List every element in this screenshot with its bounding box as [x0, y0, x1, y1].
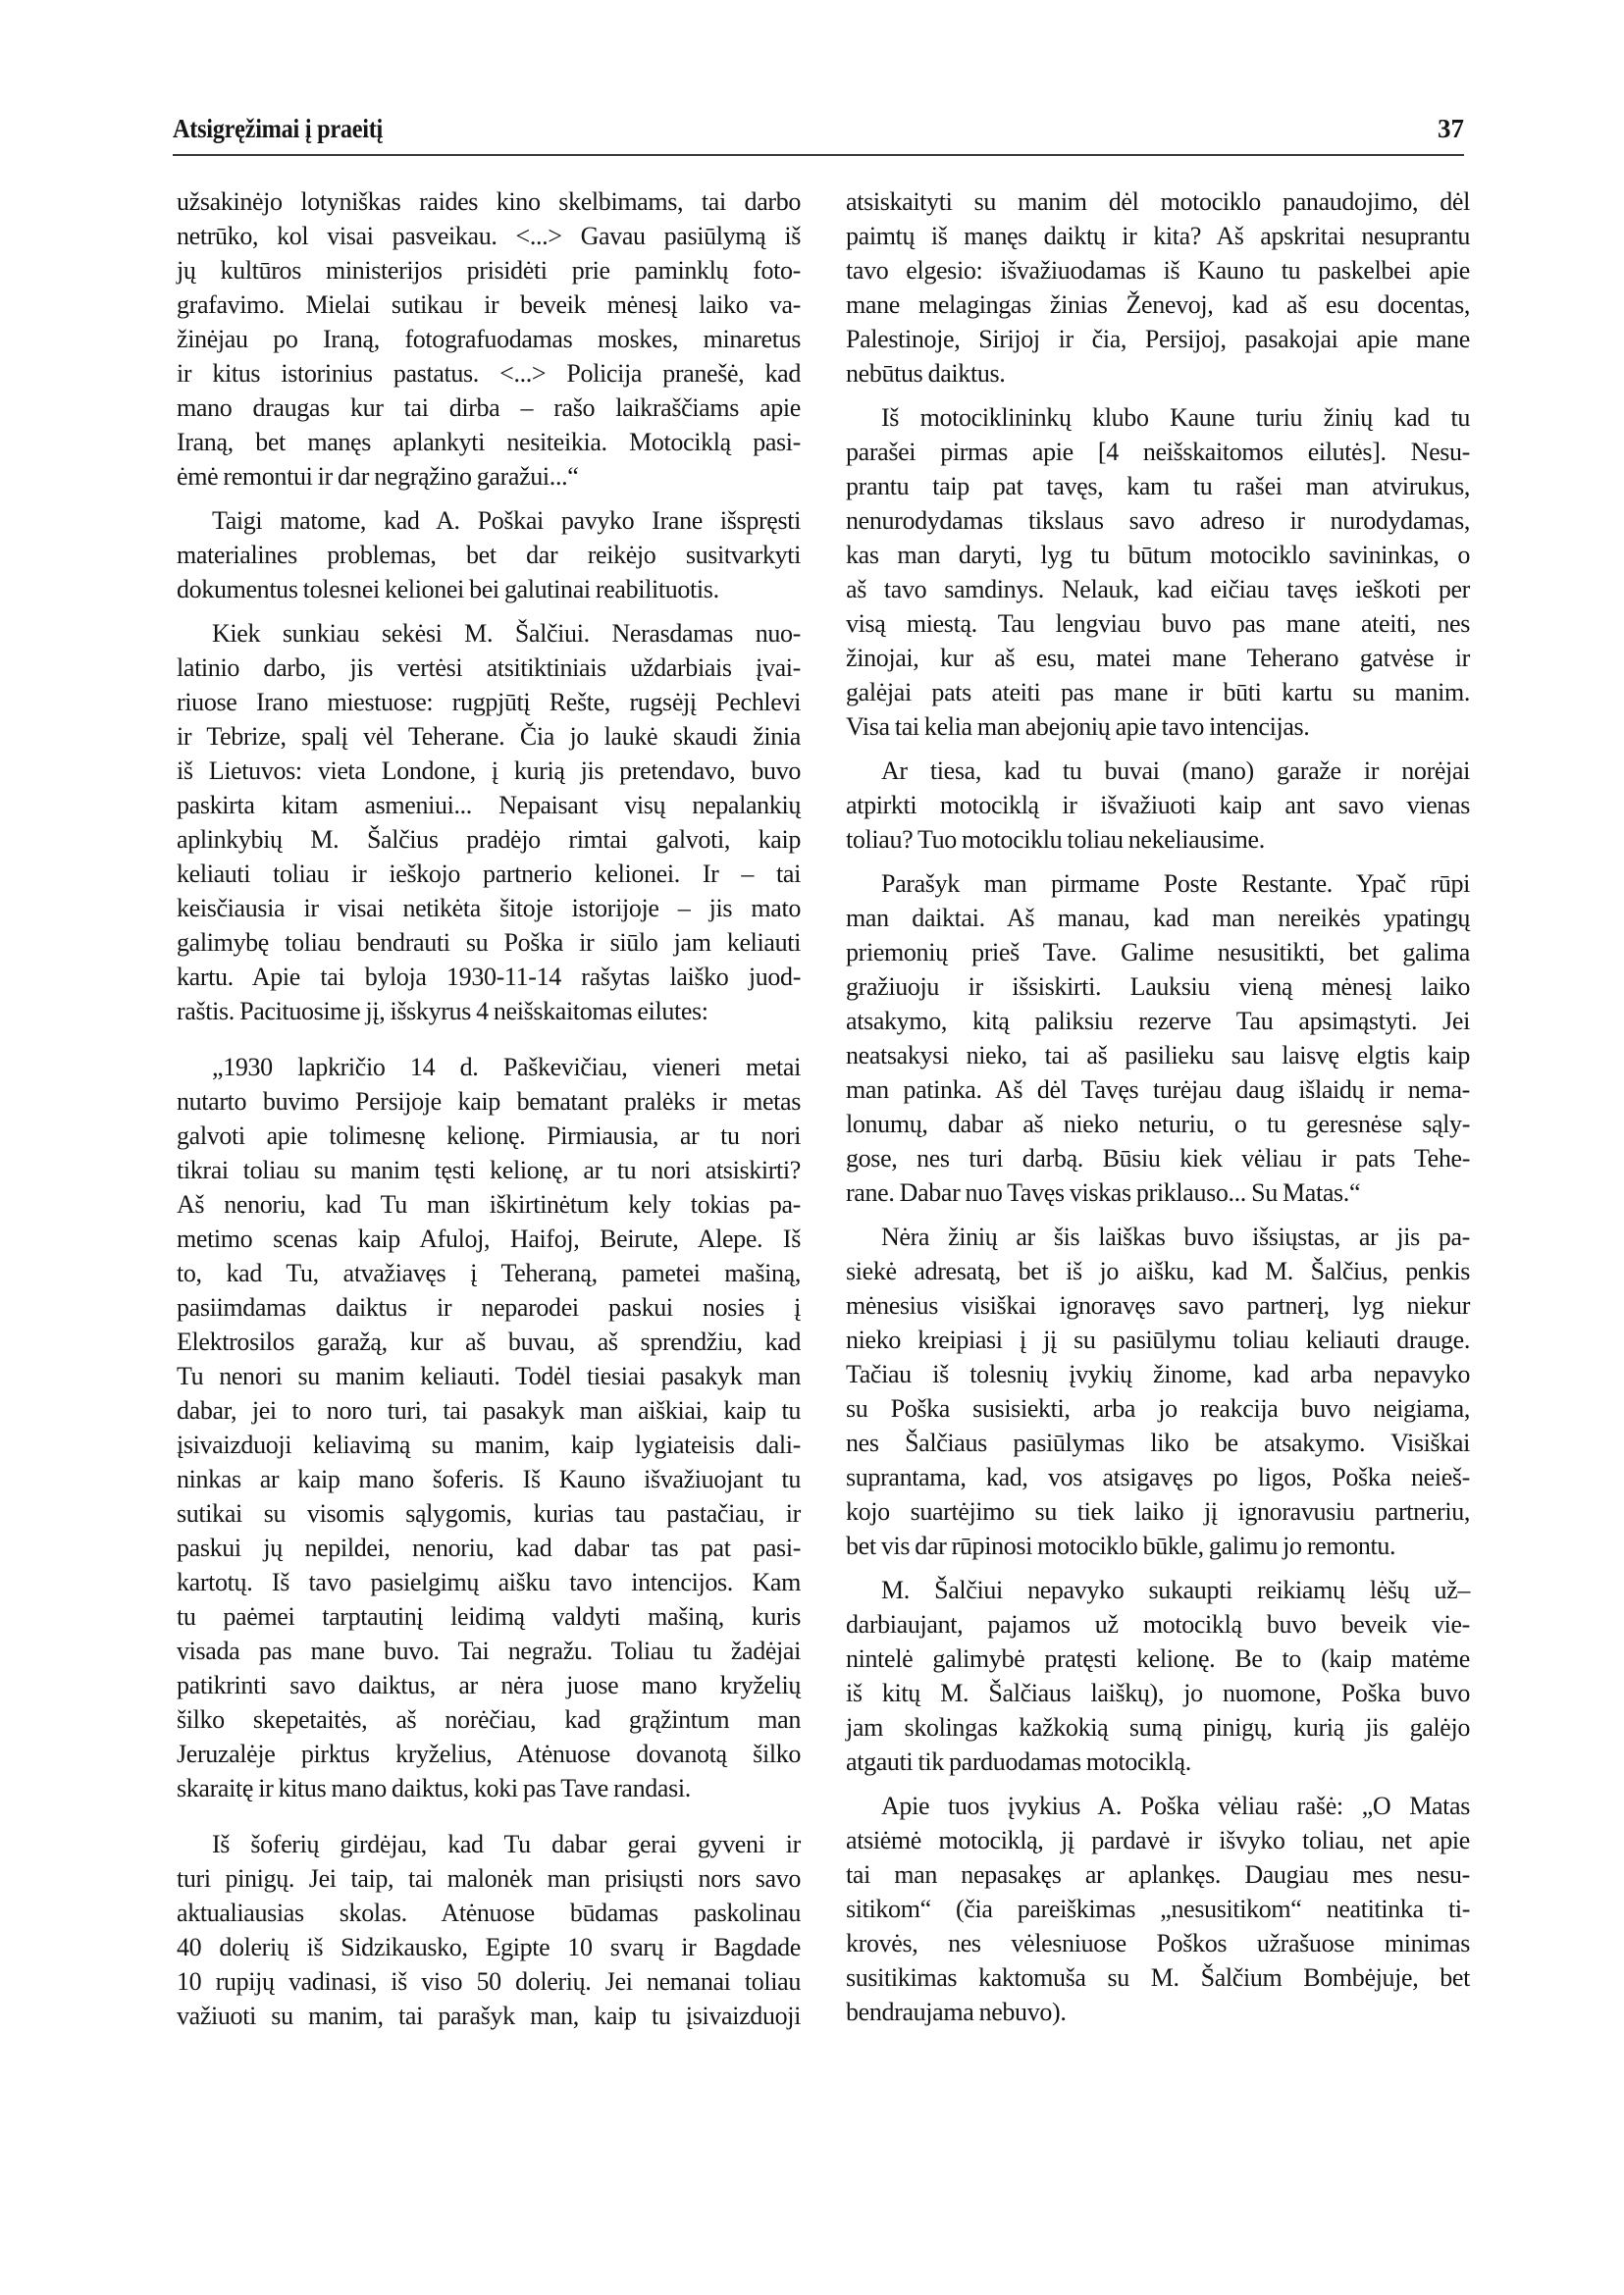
- text-line: man daiktai. Aš manau, kad man nereikės ypatingų: [846, 904, 1470, 932]
- text-line: su Poška susisiekti, arba jo reakcija buvo neigiama,: [846, 1394, 1470, 1423]
- text-line: Tu nenori su manim keliauti. Todėl tiesiai pasakyk man: [177, 1362, 801, 1390]
- text-line: ir kitus istorinius pastatus. <...> Policija pranešė, kad: [177, 359, 801, 388]
- text-line: nebūtus daiktus.: [846, 359, 1006, 388]
- text-line: Apie tuos įvykius A. Poška vėliau rašė: „O Matas: [881, 1792, 1470, 1820]
- text-line: kojo suartėjimo su tiek laiko jį ignoravusiu partneriu,: [846, 1497, 1470, 1526]
- paragraph: [846, 866, 1470, 1210]
- text-line: to, kad Tu, atvažiavęs į Teheraną, pametei mašiną,: [177, 1259, 801, 1287]
- text-line: „1930 lapkričio 14 d. Paškevičiau, vieneri metai: [212, 1053, 801, 1081]
- text-line: ėmė remontui ir dar negrąžino garažui...“: [177, 462, 579, 491]
- text-line: tai man nepasakęs ar aplankęs. Daugiau mes nesu-: [846, 1860, 1470, 1889]
- text-line: jam skolingas kažkokią sumą pinigų, kurią jis galėjo: [846, 1713, 1470, 1742]
- text-line: tu paėmei tarptautinį leidimą valdyti mašiną, kuris: [177, 1602, 801, 1631]
- text-line: sitikom“ (čia pareiškimas „nesusitikom“ neatitinka ti-: [846, 1895, 1470, 1923]
- paragraph: [177, 616, 801, 1028]
- paragraph: [846, 754, 1470, 857]
- text-line: Parašyk man pirmame Poste Restante. Ypač rūpi: [881, 869, 1470, 898]
- text-line: paimtų iš manęs daiktų ir kita? Aš apskritai nesuprantu: [846, 222, 1470, 250]
- text-line: Nėra žinių ar šis laiškas buvo išsiųstas, ar jis pa-: [881, 1223, 1470, 1251]
- text-line: suprantama, kad, vos atsigavęs po ligos, Poška neieš-: [846, 1463, 1470, 1491]
- text-line: Elektrosilos garažą, kur aš buvau, aš sprendžiu, kad: [177, 1328, 801, 1356]
- text-line: rane. Dabar nuo Tavęs viskas priklauso... Su Matas.“: [846, 1178, 1361, 1207]
- text-line: netrūko, kol visai pasveikau. <...> Gavau pasiūlymą iš: [177, 222, 801, 250]
- text-line: paskui jų nepildei, nenoriu, kad dabar tas pat pasi-: [177, 1534, 801, 1562]
- paragraph-spacer: [846, 857, 1470, 866]
- running-header: [173, 114, 1464, 153]
- text-line: atgauti tik parduodamas motociklą.: [846, 1747, 1191, 1776]
- text-line: galvoti apie tolimesnę kelionę. Pirmiausia, ar tu nori: [177, 1121, 801, 1150]
- text-line: skaraitę ir kitus mano daiktus, koki pas Tave randasi.: [177, 1774, 691, 1802]
- text-line: ir Tebrize, spalį vėl Teherane. Čia jo laukė skaudi žinia: [177, 722, 801, 751]
- text-line: kartu. Apie tai byloja 1930-11-14 rašytas laiško juod-: [177, 963, 801, 991]
- text-line: aktualiausias skolas. Atėnuose būdamas paskolinau: [177, 1899, 801, 1927]
- paragraph-spacer: [177, 606, 801, 616]
- paragraph-spacer: [177, 1028, 801, 1050]
- paragraph-spacer: [177, 494, 801, 503]
- text-line: nenurodydamas tikslaus savo adreso ir nurodydamas,: [846, 506, 1470, 535]
- paragraph: [177, 1827, 801, 2033]
- text-line: toliau? Tuo motociklu toliau nekeliausime.: [846, 825, 1265, 854]
- text-line: Iš šoferių girdėjau, kad Tu dabar gerai gyveni ir: [212, 1830, 801, 1858]
- text-line: mane melagingas žinias Ženevoj, kad aš esu docentas,: [846, 290, 1470, 319]
- paragraph: [846, 1220, 1470, 1563]
- text-line: žinėjau po Iraną, fotografuodamas moskes, minaretus: [177, 325, 801, 353]
- paragraph-spacer: [846, 744, 1470, 754]
- text-line: man patinka. Aš dėl Tavęs turėjau daug išlaidų ir nema-: [846, 1075, 1470, 1104]
- text-line: dabar, jei to noro turi, tai pasakyk man aiškiai, kaip tu: [177, 1396, 801, 1425]
- text-line: parašei pirmas apie [4 neišskaitomos eilutės]. Nesu-: [846, 438, 1470, 466]
- text-line: įsivaizduoji keliavimą su manim, kaip lygiateisis dali-: [177, 1431, 801, 1459]
- text-line: susitikimas kaktomuša su M. Šalčium Bombėjuje, bet: [846, 1963, 1470, 1992]
- text-line: latinio darbo, jis vertėsi atsitiktiniais uždarbiais įvai-: [177, 653, 801, 682]
- text-line: patikrinti savo daiktus, ar nėra juose mano kryželių: [177, 1671, 801, 1699]
- text-line: mėnesius visiškai ignoravęs savo partnerį, lyg niekur: [846, 1291, 1470, 1320]
- paragraph: [846, 184, 1470, 391]
- text-line: gražiuoju ir išsiskirti. Lauksiu vieną mėnesį laiko: [846, 972, 1470, 1001]
- text-line: visada pas mane buvo. Tai negražu. Toliau tu žadėjai: [177, 1637, 801, 1665]
- text-line: grafavimo. Mielai sutikau ir beveik mėnesį laiko va-: [177, 290, 801, 319]
- text-line: važiuoti su manim, tai parašyk man, kaip tu įsivaizduoji: [177, 2002, 801, 2030]
- right-column: [846, 184, 1470, 2029]
- paragraph: [177, 1050, 801, 1805]
- text-line: 40 dolerių iš Sidzikausko, Egipte 10 svarų ir Bagdade: [177, 1933, 801, 1961]
- text-line: jų kultūros ministerijos prisidėti prie paminklų foto-: [177, 256, 801, 285]
- text-line: nutarto buvimo Persijoje kaip bematant pralėks ir metas: [177, 1087, 801, 1116]
- paragraph-spacer: [846, 1779, 1470, 1789]
- text-line: raštis. Pacituosime jį, išskyrus 4 neišskaitomas eilutes:: [177, 997, 708, 1025]
- text-line: Tačiau iš tolesnių įvykių žinome, kad arba nepavyko: [846, 1360, 1470, 1388]
- text-line: Taigi matome, kad A. Poškai pavyko Irane išspręsti: [212, 506, 801, 535]
- paragraph-spacer: [846, 1563, 1470, 1573]
- header-divider: [173, 154, 1464, 156]
- text-line: paskirta kitam asmeniui... Nepaisant visų nepalankių: [177, 791, 801, 819]
- paragraph: [177, 184, 801, 494]
- paragraph: [177, 503, 801, 606]
- text-line: šilko skepetaitės, aš norėčiau, kad grąžintum man: [177, 1705, 801, 1734]
- text-line: turi pinigų. Jei taip, tai malonėk man prisiųsti nors savo: [177, 1864, 801, 1893]
- text-line: kas man daryti, lyg tu būtum motociklo savininkas, o: [846, 541, 1470, 569]
- text-line: Aš nenoriu, kad Tu man iškirtinėtum kely tokias pa-: [177, 1190, 801, 1219]
- text-line: mano draugas kur tai dirba – rašo laikraščiams apie: [177, 393, 801, 422]
- text-line: Iraną, bet manęs aplankyti nesiteikia. Motociklą pasi-: [177, 428, 801, 456]
- text-line: nieko kreipiasi į jį su pasiūlymu toliau keliauti drauge.: [846, 1326, 1470, 1354]
- text-line: M. Šalčiui nepavyko sukaupti reikiamų lėšų už–: [881, 1576, 1470, 1604]
- text-line: iš kitų M. Šalčiaus laiškų), jo nuomone, Poška buvo: [846, 1679, 1470, 1707]
- text-line: sutikai su visomis sąlygomis, kurias tau pastačiau, ir: [177, 1499, 801, 1528]
- left-column: [177, 184, 801, 2033]
- paragraph: [846, 1789, 1470, 2029]
- text-line: atsiskaityti su manim dėl motociklo panaudojimo, dėl: [846, 187, 1470, 216]
- paragraph: [846, 1573, 1470, 1779]
- text-line: krovės, nes vėlesniuose Poškos užrašuose minimas: [846, 1929, 1470, 1957]
- paragraph-spacer: [846, 391, 1470, 400]
- text-line: gose, nes turi darbą. Būsiu kiek vėliau ir pats Tehe-: [846, 1144, 1470, 1173]
- page-number: 37: [1438, 114, 1464, 143]
- text-line: prantu taip pat tavęs, kam tu rašei man atvirukus,: [846, 472, 1470, 500]
- text-line: bendraujama nebuvo).: [846, 1998, 1067, 2026]
- text-line: Ar tiesa, kad tu buvai (mano) garaže ir norėjai: [881, 756, 1470, 785]
- text-line: ninkas ar kaip mano šoferis. Iš Kauno išvažiuojant tu: [177, 1465, 801, 1493]
- paragraph-spacer: [177, 1805, 801, 1827]
- text-line: 10 rupijų vadinasi, iš viso 50 dolerių. Jei nemanai toliau: [177, 1967, 801, 1996]
- text-line: atpirkti motociklą ir išvažiuoti kaip ant savo vienas: [846, 791, 1470, 819]
- text-line: Kiek sunkiau sekėsi M. Šalčiui. Nerasdamas nuo-: [212, 619, 801, 648]
- text-line: Visa tai kelia man abejonių apie tavo intencijas.: [846, 712, 1310, 741]
- text-line: Iš motociklininkų klubo Kaune turiu žinių kad tu: [881, 403, 1470, 432]
- text-line: galėjai pats ateiti pas mane ir būti kartu su manim.: [846, 678, 1470, 706]
- text-line: bet vis dar rūpinosi motociklo būkle, galimu jo remontu.: [846, 1532, 1396, 1560]
- text-line: keisčiausia ir visai netikėta šitoje istorijoje – jis mato: [177, 894, 801, 922]
- text-line: Palestinoje, Sirijoj ir čia, Persijoj, pasakojai apie mane: [846, 325, 1470, 353]
- text-line: riuose Irano miestuose: rugpjūtį Rešte, rugsėjį Pechlevi: [177, 688, 801, 716]
- paragraph-spacer: [846, 1210, 1470, 1220]
- text-line: galimybę toliau bendrauti su Poška ir siūlo jam keliauti: [177, 928, 801, 957]
- text-line: nintelė galimybė pratęsti kelionę. Be to (kaip matėme: [846, 1644, 1470, 1673]
- text-line: tikrai toliau su manim tęsti kelionę, ar tu nori atsiskirti?: [177, 1156, 801, 1184]
- text-line: metimo scenas kaip Afuloj, Haifoj, Beirute, Alepe. Iš: [177, 1225, 801, 1253]
- chapter-title: Atsigręžimai į praeitį: [173, 114, 384, 143]
- text-line: lonumų, dabar aš nieko neturiu, o tu geresnėse sąly-: [846, 1110, 1470, 1138]
- text-line: aš tavo samdinys. Nelauk, kad eičiau tavęs ieškoti per: [846, 575, 1470, 603]
- text-line: aplinkybių M. Šalčius pradėjo rimtai galvoti, kaip: [177, 825, 801, 854]
- text-line: visą miestą. Tau lengviau buvo pas mane ateiti, nes: [846, 609, 1470, 638]
- text-line: Jeruzalėje pirktus kryželius, Atėnuose dovanotą šilko: [177, 1740, 801, 1768]
- text-line: neatsakysi nieko, tai aš pasilieku sau laisvę elgtis kaip: [846, 1041, 1470, 1069]
- text-line: keliauti toliau ir ieškojo partnerio kelionei. Ir – tai: [177, 860, 801, 888]
- text-line: kartotų. Iš tavo pasielgimų aišku tavo intencijos. Kam: [177, 1568, 801, 1596]
- text-line: materialines problemas, bet dar reikėjo susitvarkyti: [177, 541, 801, 569]
- text-line: iš Lietuvos: vieta Londone, į kurią jis pretendavo, buvo: [177, 756, 801, 785]
- text-line: pasiimdamas daiktus ir neparodei paskui nosies į: [177, 1293, 801, 1322]
- text-line: atsakymo, kitą paliksiu rezerve Tau apsimąstyti. Jei: [846, 1007, 1470, 1035]
- text-line: atsiėmė motociklą, jį pardavė ir išvyko toliau, net apie: [846, 1826, 1470, 1854]
- text-line: siekė adresatą, bet iš jo aišku, kad M. Šalčius, penkis: [846, 1257, 1470, 1285]
- text-line: priemonių prieš Tave. Galime nesusitikti, bet galima: [846, 938, 1470, 966]
- text-line: žinojai, kur aš esu, matei mane Teherano gatvėse ir: [846, 644, 1470, 672]
- text-line: darbiaujant, pajamos už motociklą buvo beveik vie-: [846, 1610, 1470, 1639]
- text-line: nes Šalčiaus pasiūlymas liko be atsakymo. Visiškai: [846, 1429, 1470, 1457]
- text-line: užsakinėjo lotyniškas raides kino skelbimams, tai darbo: [177, 187, 801, 216]
- paragraph: [846, 400, 1470, 744]
- text-line: dokumentus tolesnei kelionei bei galutinai reabilituotis.: [177, 575, 719, 603]
- text-line: tavo elgesio: išvažiuodamas iš Kauno tu paskelbei apie: [846, 256, 1470, 285]
